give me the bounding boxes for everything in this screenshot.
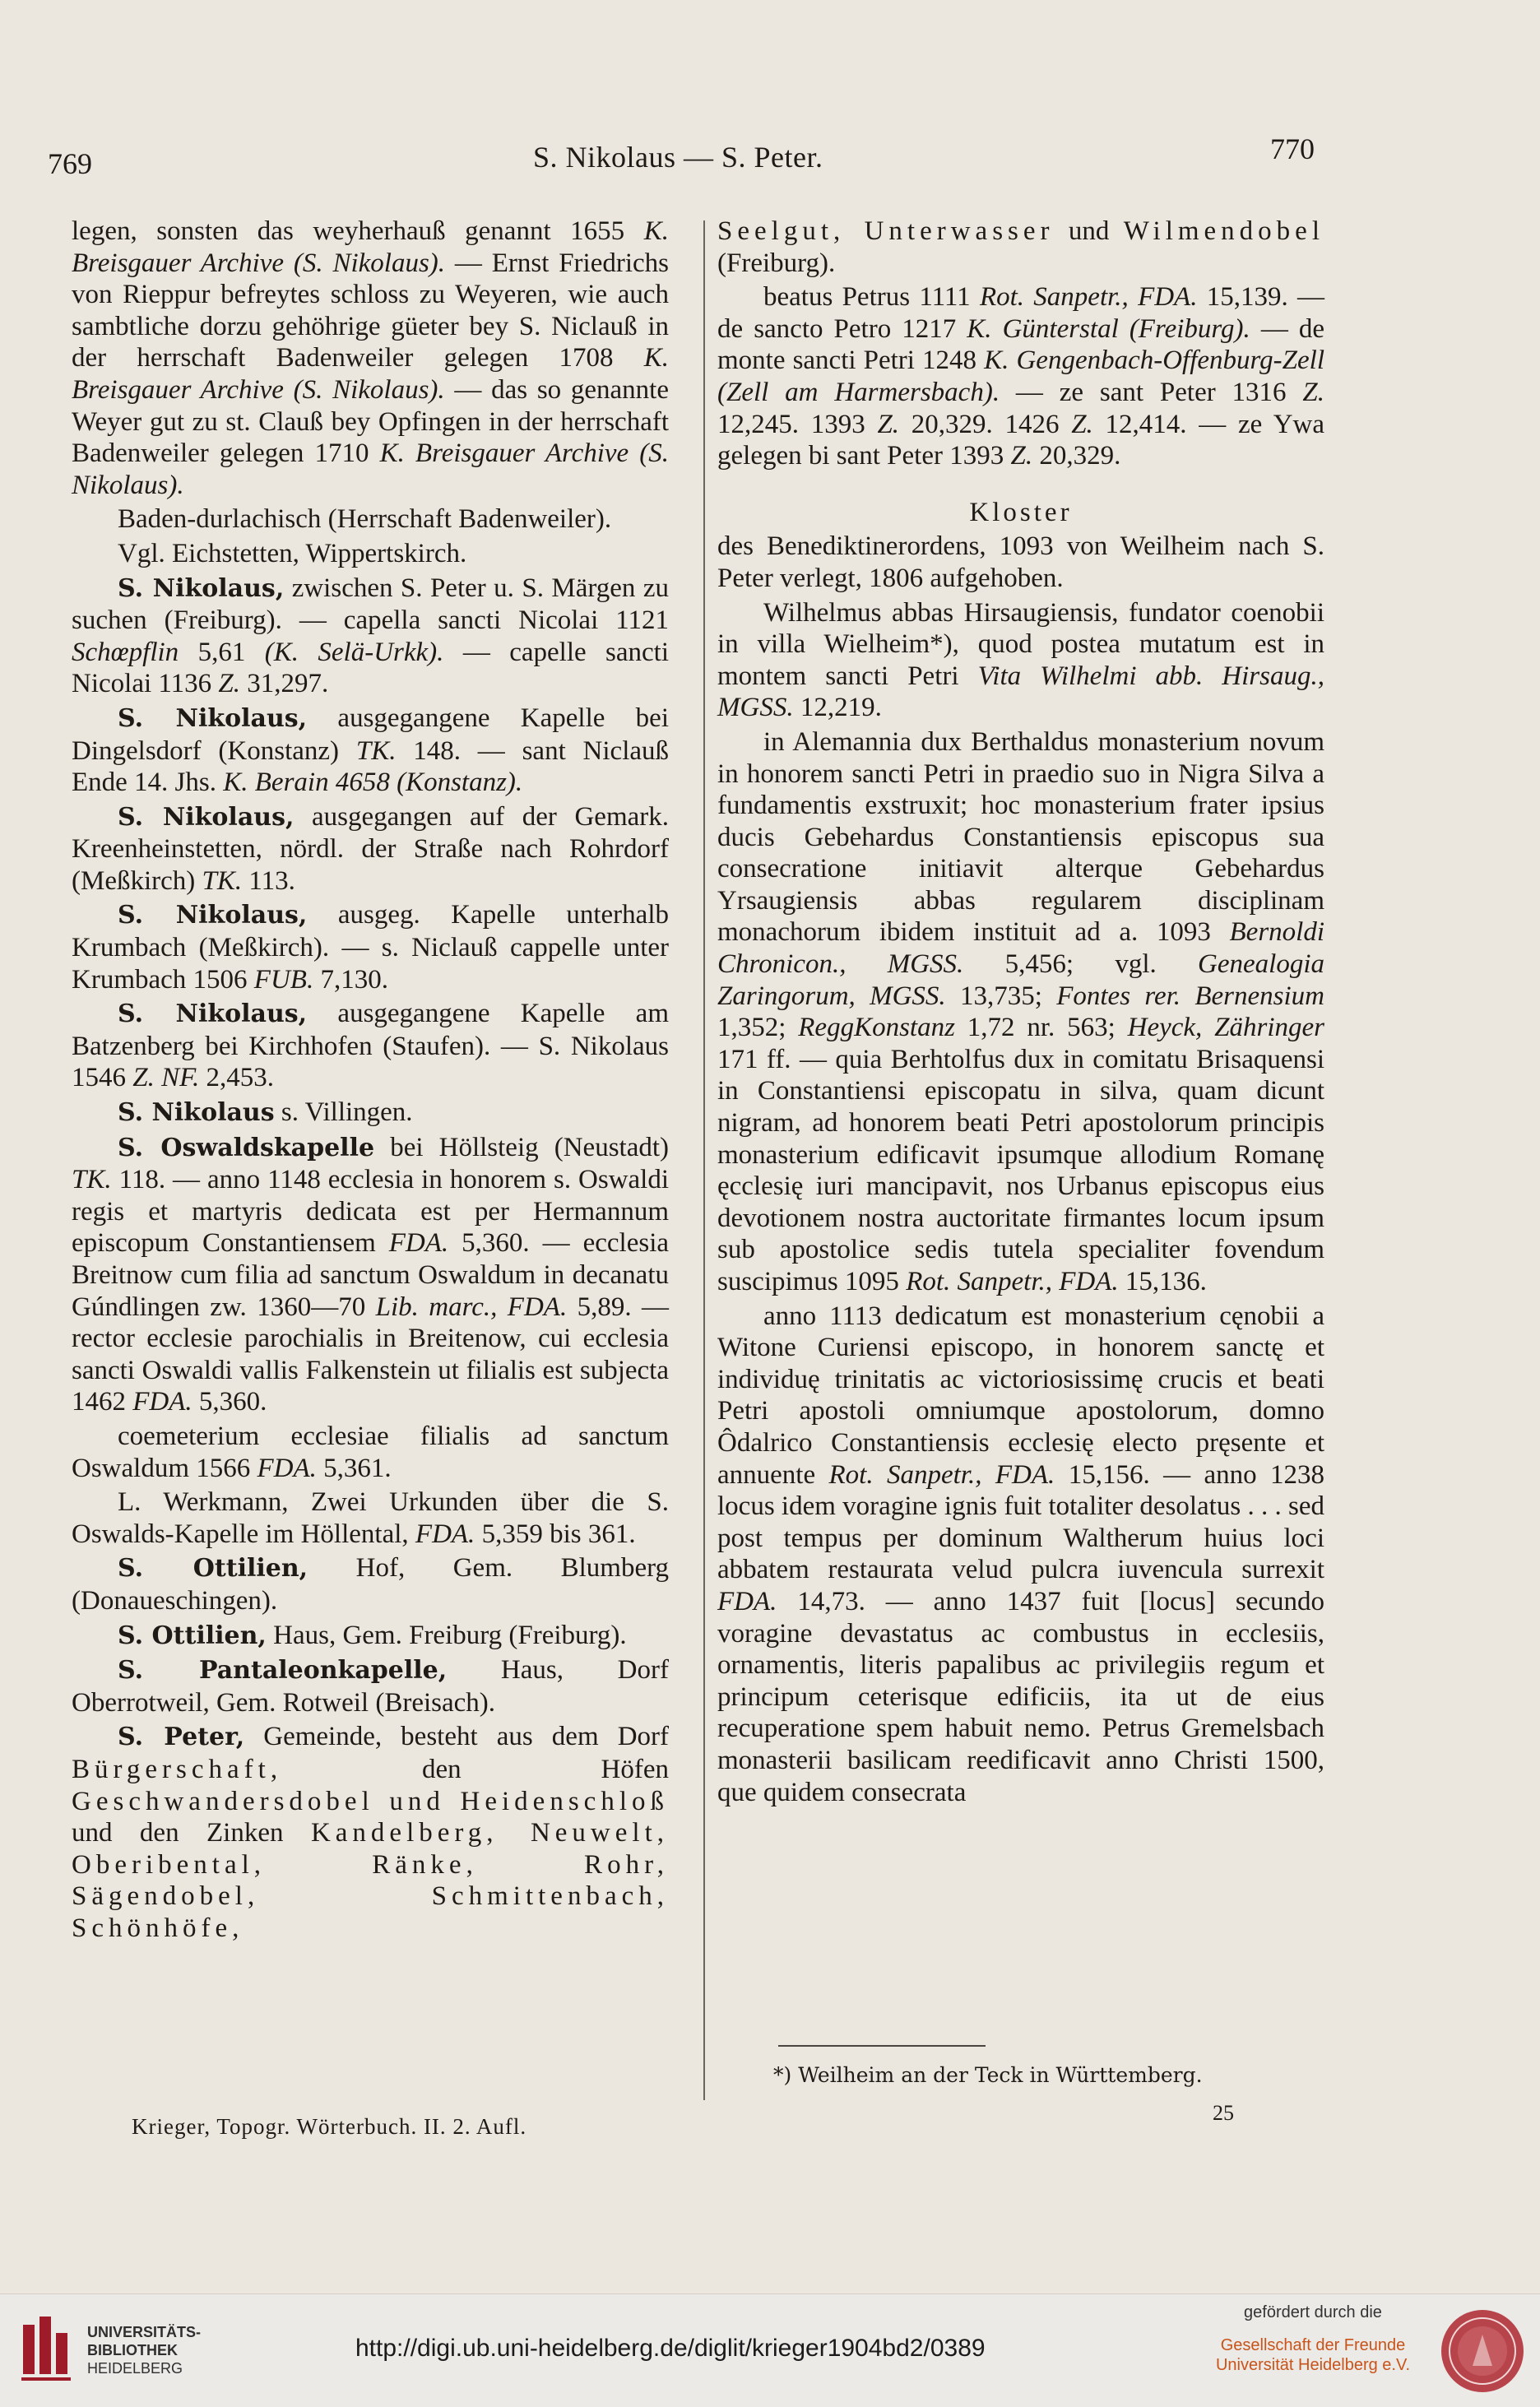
book-citation-footer: Krieger, Topogr. Wörterbuch. II. 2. Aufl. (132, 2114, 527, 2139)
entry-s-ottilien-1: S. Ottilien, Hof, Gem. Blumberg (Donaueschingen). (72, 1553, 670, 1616)
entry-s-pantaleonkapelle: S. Pantaleonkapelle, Haus, Dorf Oberrotweil, Gem. Rotweil (Breisach). (72, 1655, 669, 1718)
page-number-left: 769 (48, 147, 92, 180)
column-divider (703, 220, 705, 2100)
left-column (72, 216, 669, 1946)
kloster-anno-1113: anno 1113 dedicatum est monasterium cęnobii a Witone Curiensi episcopo, in honorem sanctę et individuę trinitatis ac victoriosissimę crucis et beati Petri apostoli omniumque apostolorum, domno Ôdalrico Constantiensis ecclesię electo pręsente et annuente Rot. Sanpetr., FDA. 15,156. — anno 1238 locus idem voragine ignis fuit totaliter desolatus . . . sed post tempus per dominum Waltherum huius loci abbatem restaurata velud pulcra iuvencula surrexit FDA. 14,73. — anno 1437 fuit [locus] secundo voragine devastatus ac combustus in ecclesiis, ornamentis, literis papalibus ac privilegiis regum et principum ceterisque edificiis, ita ut de eius recuperatione spem habuit nemo. Petrus Gremelsbach monasterii basilicam reedificavit anno Christi 1500, que quidem consecrata (717, 1301, 1325, 1807)
sponsor-org-line2: Universität Heidelberg e.V. (1215, 2356, 1411, 2374)
entry-headword: S. Ottilien, (118, 1554, 308, 1584)
page-number-right: 770 (1270, 132, 1315, 165)
entry-note: Baden-durlachisch (Herrschaft Badenweiler). (118, 504, 612, 535)
entry-oswald-coemeterium: coemeterium ecclesiae filialis ad sanctum Oswaldum 1566 FDA. 5,361. (72, 1421, 669, 1483)
sponsor-org-line1: Gesellschaft der Freunde (1220, 2336, 1406, 2354)
entry-s-nikolaus-4: S. Nikolaus, ausgeg. Kapelle unterhalb Krumbach (Meßkirch). — s. Niclauß cappelle unter Krumbach 1506 FUB. 7,130. (72, 900, 669, 995)
signature-mark: 25 (1213, 2101, 1234, 2125)
entry-headword: S. Ottilien, (118, 1621, 267, 1650)
running-title: S. Nikolaus — S. Peter. (533, 141, 823, 174)
footnote: *) Weilheim an der Teck in Württemberg. (773, 2063, 1203, 2087)
entry-s-nikolaus-1: S. Nikolaus, zwischen S. Peter u. S. Märgen zu suchen (Freiburg). — capella sancti Nicolai 1121 Schœpflin 5,61 (K. Selä-Urkk). — capelle sancti Nicolai 1136 Z. 31,297. (72, 573, 670, 699)
entry-s-nikolaus-2: S. Nikolaus, ausgegangene Kapelle bei Dingelsdorf (Konstanz) TK. 148. — sant Niclauß Ende 14. Jhs. K. Berain 4658 (Konstanz). (72, 703, 670, 798)
entry-oswald-literature: L. Werkmann, Zwei Urkunden über die S. Oswalds-Kapelle im Höllental, FDA. 5,359 bis 361. (72, 1487, 669, 1549)
entry-crossref: Vgl. Eichstetten, Wippertskirch. (118, 538, 467, 568)
entry-headword: S. Nikolaus, (118, 573, 285, 603)
kloster-wilhelmus: Wilhelmus abbas Hirsaugiensis, fundator coenobii in villa Wielheim*), quod postea mutatum est in montem sancti Petri Vita Wilhelmi abb. Hirsaug., MGSS. 12,219. (717, 597, 1324, 723)
entry-headword: S. Nikolaus, (118, 802, 295, 832)
entry-s-oswaldskapelle: S. Oswaldskapelle bei Höllsteig (Neustadt) TK. 118. — anno 1148 ecclesia in honorem s. Oswaldi regis et martyris dedicata est per Hermannum episcopum Constantiensem FDA. 5,360. — ecclesia Breitnow cum filia ad sanctum Oswaldum in decanatu Gúndlingen zw. 1360—70 Lib. marc., FDA. 5,89. — rector ecclesie parochialis in Breitenow, cui ecclesia sancti Oswaldi vallis Falkenstein ut filialis est subjecta 1462 FDA. 5,360. (72, 1132, 670, 1417)
entry-headword: S. Nikolaus, (118, 999, 308, 1029)
entry-s-nikolaus-3: S. Nikolaus, ausgegangen auf der Gemark. Kreenheinstetten, nördl. der Straße nach Rohrdorf (Meßkirch) TK. 113. (72, 801, 669, 896)
permalink-url[interactable]: http://digi.ub.uni-heidelberg.de/diglit/krieger1904bd2/0389 (355, 2335, 986, 2362)
entry-continuation: legen, sonsten das weyherhauß genannt 1655 K. Breisgauer Archive (S. Nikolaus). — Ernst Friedrichs von Rieppur befreytes schloss zu Weyeren, wie auch sambtliche dorzu gehöhrige güeter bey S. Niclauß in der herrschaft Badenweiler gelegen 1708 K. Breisgauer Archive (S. Nikolaus). — das so genannte Weyer gut zu st. Clauß bey Opfingen in der herrschaft Badenweiler gelegen 1710 K. Breisgauer Archive (S. Nikolaus). (72, 216, 670, 500)
entry-s-nikolaus-6: S. Nikolaus s. Villingen. (118, 1097, 413, 1128)
kloster-intro: des Benediktinerordens, 1093 von Weilheim nach S. Peter verlegt, 1806 aufgehoben. (717, 531, 1324, 593)
footnote-rule (778, 2045, 986, 2047)
sponsor-label: gefördert durch die (1244, 2303, 1382, 2321)
sponsor-block (1190, 2303, 1436, 2375)
library-name: UNIVERSITÄTS- BIBLIOTHEK HEIDELBERG (87, 2324, 202, 2377)
entry-s-peter: S. Peter, Gemeinde, besteht aus dem Dorf Bürgerschaft, den Höfen Geschwandersdobel und Heidenschloß und den Zinken Kandelberg, Neuwelt, Oberibental, Ränke, Rohr, Sägendobel, Schmittenbach, Schönhöfe, (72, 1722, 669, 1943)
entry-headword: S. Nikolaus (118, 1098, 275, 1128)
entry-headword: S. Nikolaus, (118, 703, 308, 733)
entry-s-peter-continuation: Seelgut, Unterwasser und Wilmendobel (Freiburg). (717, 216, 1324, 278)
university-seal-icon (1440, 2308, 1525, 2394)
entry-headword: S. Nikolaus, (118, 901, 308, 930)
entry-s-peter-sources: beatus Petrus 1111 Rot. Sanpetr., FDA. 15,139. — de sancto Petro 1217 K. Günterstal (Freiburg). — de monte sancti Petri 1248 K. Gengenbach-Offenburg-Zell (Zell am Harmersbach). — ze sant Peter 1316 Z. 12,245. 1393 Z. 20,329. 1426 Z. 12,414. — ze Ywa gelegen bi sant Peter 1393 Z. 20,329. (717, 282, 1325, 471)
entry-s-ottilien-2: S. Ottilien, Haus, Gem. Freiburg (Freiburg). (118, 1620, 627, 1650)
entry-s-nikolaus-5: S. Nikolaus, ausgegangene Kapelle am Batzenberg bei Kirchhofen (Staufen). — S. Nikolaus 1546 Z. NF. 2,453. (72, 999, 669, 1093)
ub-heidelberg-logo-icon (18, 2308, 76, 2387)
right-column (717, 216, 1324, 1811)
page-header (48, 132, 1315, 181)
section-heading-kloster: Kloster (969, 497, 1073, 527)
entry-headword: S. Oswaldskapelle (118, 1133, 375, 1162)
entry-headword: S. Pantaleonkapelle, (118, 1656, 448, 1686)
kloster-berthaldus: in Alemannia dux Berthaldus monasterium novum in honorem sancti Petri in praedio suo in Nigra Silva a fundamentis exstruxit; hoc monasterium frater ipsius ducis Gebehardus Constantiensis episcopus sua consecratione initiavit alterque Gebehardus Yrsaugiensis abbas regularem disciplinam monachorum ibidem instituit ad a. 1093 Bernoldi Chronicon., MGSS. 5,456; vgl. Genealogia Zaringorum, MGSS. 13,735; Fontes rer. Bernensium 1,352; ReggKonstanz 1,72 nr. 563; Heyck, Zähringer 171 ff. — quia Berhtolfus dux in comitatu Brisaquensi in Constantiensi episcopatu in silva, quam dicunt nigram, ad honorem beati Petri apostolorum principis monasterium edificavit ipsumque allodium Romanę ęcclesię iuri mancipavit, nos Urbanus episcopus eius devotionem nostra auctoritate firmantes locum ipsum sub apostolice sedis tutela specialiter fovendum suscipimus 1095 Rot. Sanpetr., FDA. 15,136. (717, 726, 1325, 1296)
entry-headword: S. Peter, (118, 1723, 245, 1752)
